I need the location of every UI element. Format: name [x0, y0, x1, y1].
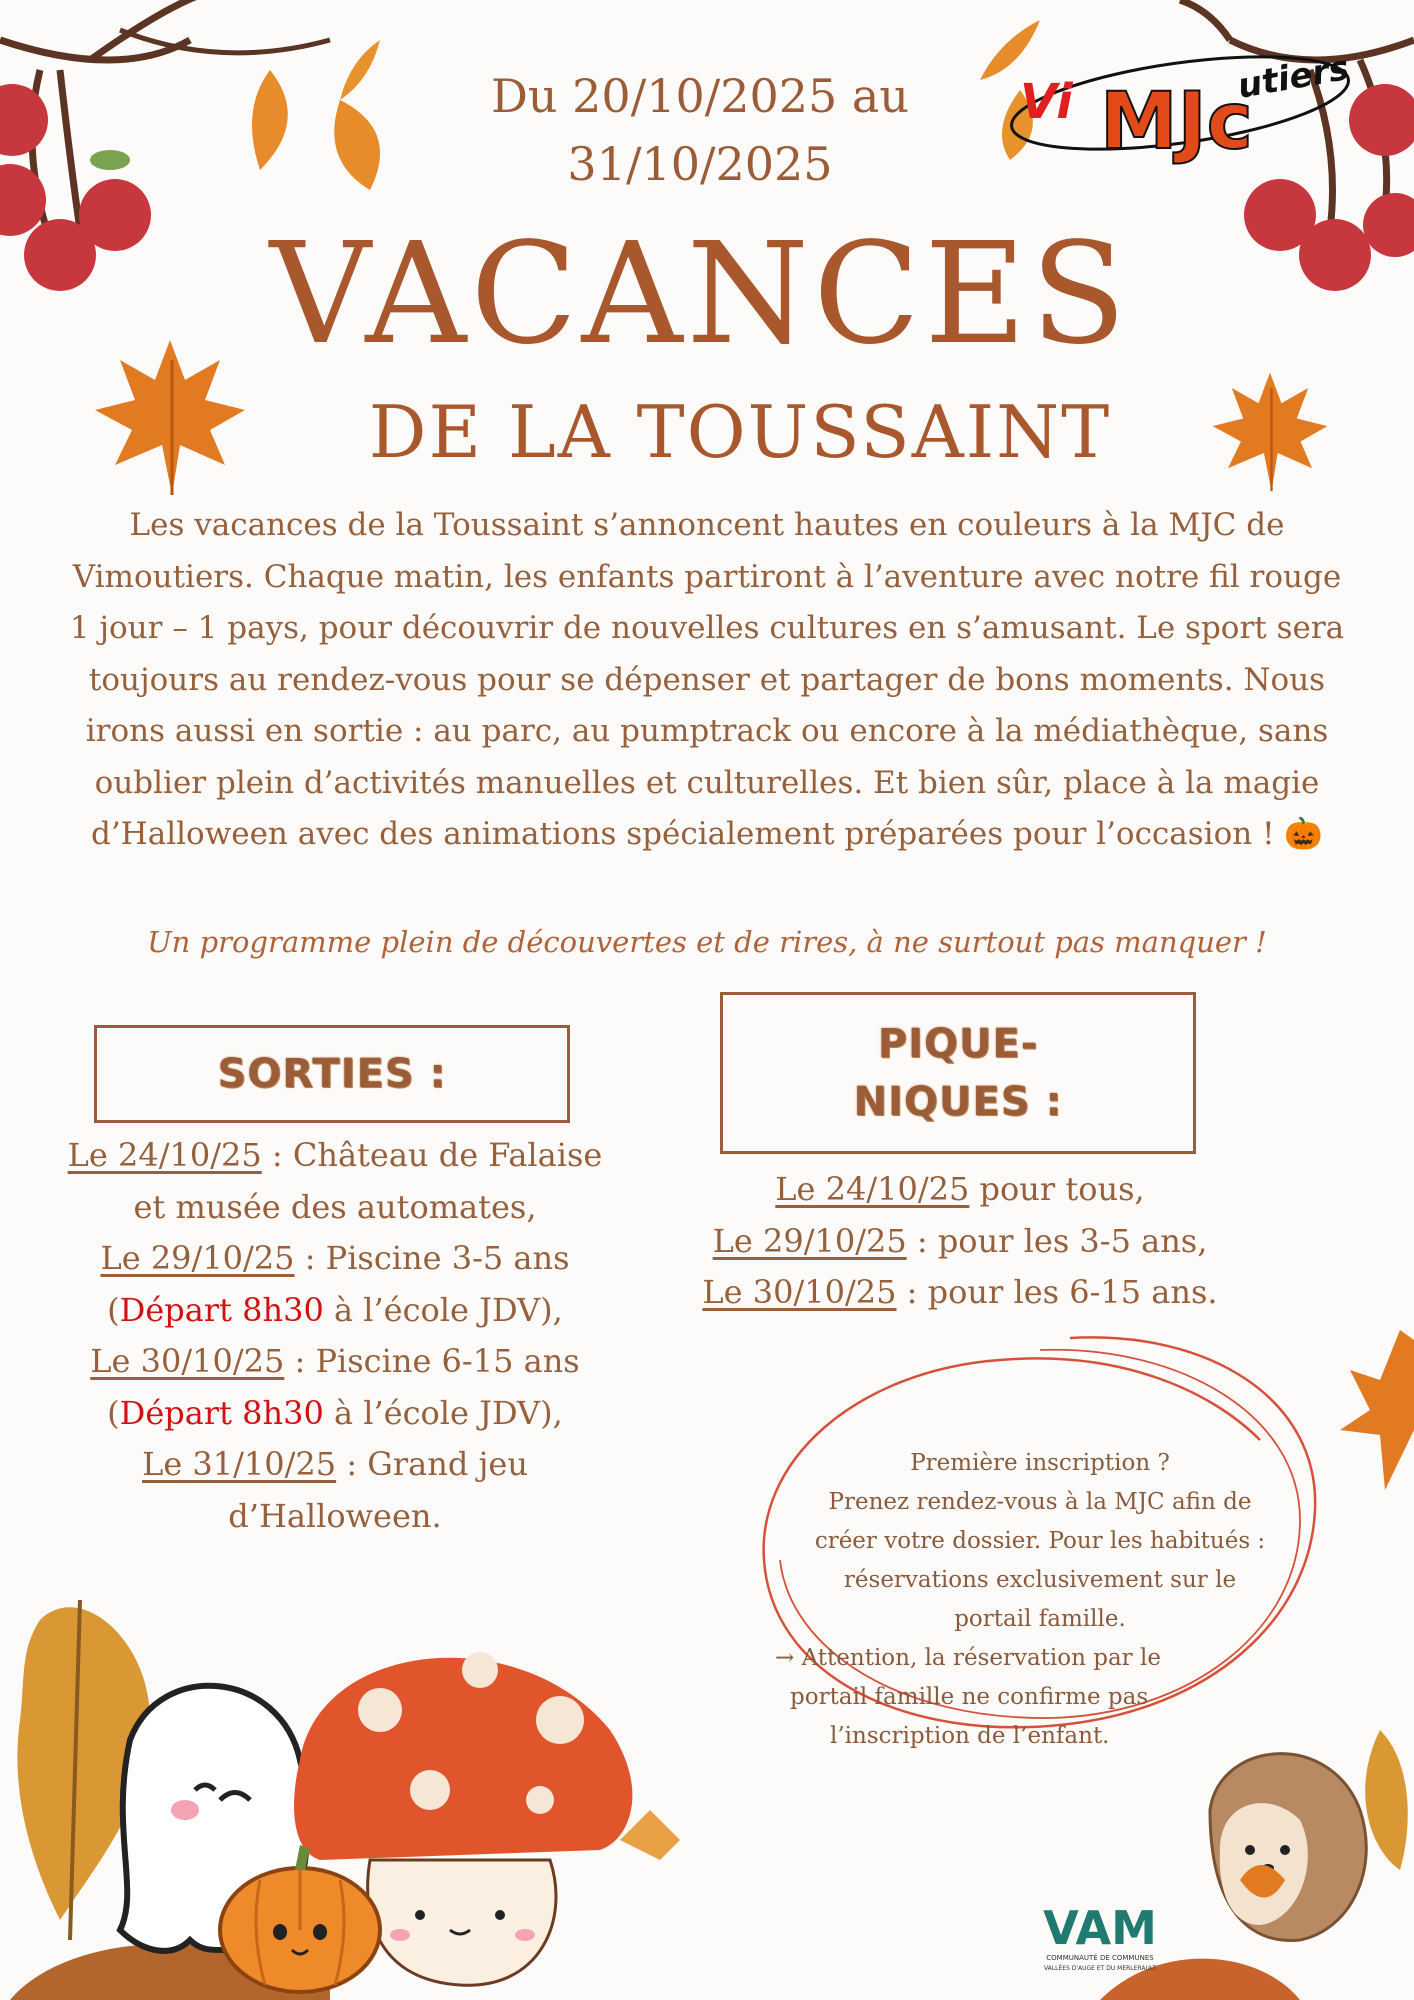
sortie-date: Le 31/10/25: [142, 1445, 337, 1483]
sortie-paren-open: (: [107, 1290, 120, 1329]
sortie-location: à l’école JDV),: [323, 1393, 563, 1432]
sortie-text: : Piscine 3-5 ans: [294, 1239, 570, 1277]
intro-paragraph: Les vacances de la Toussaint s’annoncent hautes en couleurs à la MJC de Vimoutiers. Chaque matin, les enfants partiront à l’aventure avec notre fil rouge 1 jour – 1 pays, pour découvrir de nouvelles cultures en s’amusant. Le sport sera toujours au rendez-vous pour se dépenser et partager de bons moments. Nous irons aussi en sortie : au parc, au pumptrack ou encore à la médiathèque, sans oublier plein d’activités manuelles et culturelles. Et bien sûr, place à la magie d’Halloween avec des animations spécialement préparées pour l’occasion ! 🎃: [69, 507, 1345, 852]
event-dates: [440, 62, 960, 198]
mjc-logo-mjc: MJc: [1100, 77, 1253, 167]
list-item: [60, 1130, 610, 1233]
list-item: [60, 1233, 610, 1336]
piquenique-heading-line-2: NIQUES :: [853, 1079, 1063, 1125]
sortie-paren-open: (: [107, 1393, 120, 1432]
sortie-date: Le 24/10/25: [67, 1136, 262, 1174]
sorties-heading-box: [94, 1025, 570, 1123]
sortie-depart: Départ 8h30: [119, 1290, 324, 1329]
mjc-logo-utiers: utiers: [1234, 47, 1353, 107]
info-line: créer votre dossier. Pour les habitués :: [814, 1528, 1266, 1554]
piquenique-date: Le 29/10/25: [712, 1221, 907, 1260]
piquenique-text: pour tous,: [969, 1170, 1145, 1208]
sortie-text: : Piscine 6-15 ans: [284, 1342, 580, 1380]
sorties-heading: SORTIES :: [217, 1051, 447, 1097]
intro-tagline: Un programme plein de découvertes et de rires, à ne surtout pas manquer !: [147, 925, 1267, 959]
piquenique-text: : pour les 6-15 ans.: [896, 1273, 1218, 1311]
sortie-date: Le 29/10/25: [100, 1239, 295, 1277]
sortie-text: : Grand jeu d’Halloween.: [228, 1445, 528, 1535]
info-line: Première inscription ?: [910, 1450, 1170, 1476]
sortie-date: Le 30/10/25: [90, 1342, 285, 1380]
right-edge-leaf-illustration: [1340, 1320, 1414, 1500]
dates-line-1: Du 20/10/2025 au: [491, 69, 909, 123]
info-line: portail famille.: [954, 1606, 1126, 1632]
piquenique-text: : pour les 3-5 ans,: [906, 1221, 1208, 1260]
vam-logo-sub-2: VALLÉES D'AUGE ET DU MERLERAULT: [1043, 1965, 1157, 1972]
info-line: portail famille ne confirme pas: [790, 1684, 1149, 1710]
info-line: l’inscription de l’enfant.: [830, 1723, 1110, 1749]
sortie-depart: Départ 8h30: [119, 1393, 324, 1432]
list-item: [60, 1336, 610, 1439]
vam-logo-letters: VAM: [1043, 1901, 1157, 1955]
piquenique-date: Le 24/10/25: [775, 1170, 970, 1208]
mjc-logo-vi: Vi: [1020, 74, 1073, 130]
hedgehog-illustration: [1210, 1754, 1366, 1941]
list-item: [60, 1439, 610, 1542]
vam-logo: [1030, 1900, 1170, 1980]
autumn-illustration-bottom-left: [0, 1560, 720, 2000]
vam-logo-sub-1: COMMUNAUTÉ DE COMMUNES: [1046, 1954, 1154, 1962]
mjc-logo: [1000, 38, 1360, 168]
sortie-text: : Château de Falaise et musée des automates,: [133, 1136, 603, 1226]
page-title: VACANCES: [269, 213, 1131, 376]
piquenique-date: Le 30/10/25: [702, 1273, 897, 1311]
maple-leaf-right-illustration: [1205, 365, 1335, 495]
page-subtitle: DE LA TOUSSAINT: [368, 390, 1112, 474]
piquenique-list: [640, 1164, 1280, 1319]
info-line: → Attention, la réservation par le: [775, 1645, 1161, 1671]
piquenique-heading-line-1: PIQUE-: [877, 1021, 1039, 1067]
list-item: [640, 1164, 1280, 1216]
info-line: réservations exclusivement sur le: [843, 1567, 1237, 1593]
dates-line-2: 31/10/2025: [567, 137, 833, 191]
piquenique-heading: [854, 1015, 1063, 1131]
sorties-list: [60, 1130, 610, 1542]
piquenique-heading-box: [720, 992, 1196, 1154]
list-item: [640, 1267, 1280, 1319]
list-item: [640, 1216, 1280, 1268]
info-line: Prenez rendez-vous à la MJC afin de: [828, 1489, 1252, 1515]
sortie-location: à l’école JDV),: [323, 1290, 563, 1329]
